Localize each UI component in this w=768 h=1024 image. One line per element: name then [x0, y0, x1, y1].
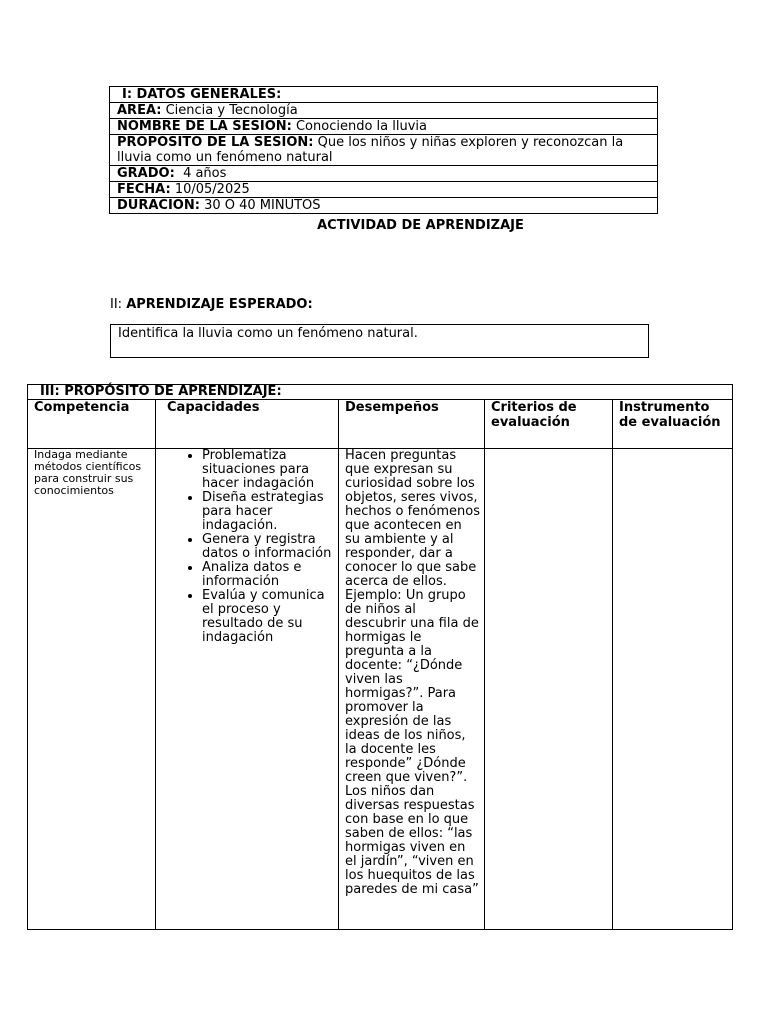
- capacidades-list: [156, 449, 338, 645]
- actividad-title: ACTIVIDAD DE APRENDIZAJE: [317, 218, 524, 233]
- competencia-cell: Indaga mediante métodos científicos para construir sus conocimientos: [28, 449, 156, 930]
- proposito-table: [27, 384, 733, 930]
- desempenos-cell: Hacen preguntas que expresan su curiosidad sobre los objetos, seres vivos, hechos o fenómenos que acontecen en su ambiente y al responder, dar a conocer lo que sabe acerca de ellos. Ejemplo: Un grupo de niños al descubrir una fila de hormigas le pregunta a la docente: “¿Dónde viven las hormigas?”. Para promover la expresión de las ideas de los niños, la docente les responde” ¿Dónde creen que viven?”. Los niños dan diversas respuestas con base en lo que saben de ellos: “las hormigas viven en el jardín”, “viven en los huequitos de las paredes de mi casa”: [339, 449, 485, 930]
- list-item: • Analiza datos e información: [202, 561, 334, 589]
- header-competencia: Competencia: [28, 400, 156, 449]
- criterios-cell: [485, 449, 613, 930]
- table-row: [110, 103, 658, 119]
- row-label: GRADO:: [117, 166, 175, 181]
- table-row: [28, 449, 733, 930]
- row-label: AREA:: [117, 103, 162, 118]
- capacidades-cell: [156, 449, 339, 930]
- table-row: [110, 87, 658, 103]
- section-prefix: II:: [110, 297, 123, 312]
- proposito-title: III: PROPÓSITO DE APRENDIZAJE:: [28, 385, 733, 400]
- list-item: • Genera y registra datos o información: [202, 533, 334, 561]
- row-label: NOMBRE DE LA SESION:: [117, 119, 292, 134]
- area-cell: [110, 103, 658, 119]
- proposito-sesion-cell: [110, 135, 658, 166]
- header-criterios: Criterios de evaluación: [485, 400, 613, 449]
- row-label: PROPOSITO DE LA SESION:: [117, 135, 314, 150]
- datos-generales-title: I: DATOS GENERALES:: [110, 87, 658, 103]
- row-value: Conociendo la lluvia: [295, 119, 427, 134]
- nombre-sesion-cell: [110, 119, 658, 135]
- row-value: Que los niños y niñas exploren y reconozcan la lluvia como un fenómeno natural: [117, 135, 624, 165]
- instrumento-cell: [613, 449, 733, 930]
- fecha-cell: [110, 182, 658, 198]
- row-label: DURACION:: [117, 198, 200, 213]
- table-row: [110, 182, 658, 198]
- list-item: • Evalúa y comunica el proceso y resultado de su indagación: [202, 589, 334, 645]
- row-label: FECHA:: [117, 182, 171, 197]
- aprendizaje-esperado-box: Identifica la lluvia como un fenómeno natural.: [110, 324, 649, 358]
- header-desempenos: Desempeños: [339, 400, 485, 449]
- row-value: 30 O 40 MINUTOS: [204, 198, 321, 213]
- table-row: [110, 166, 658, 182]
- list-item: • Problematiza situaciones para hacer indagación: [202, 449, 334, 491]
- table-row: [110, 119, 658, 135]
- section-heading: APRENDIZAJE ESPERADO:: [126, 297, 313, 312]
- header-capacidades: Capacidades: [156, 400, 339, 449]
- table-header-row: [28, 400, 733, 449]
- table-row: [28, 385, 733, 400]
- table-row: [110, 198, 658, 214]
- row-value: Ciencia y Tecnología: [165, 103, 298, 118]
- row-value: 10/05/2025: [174, 182, 250, 197]
- grado-cell: [110, 166, 658, 182]
- row-value: 4 años: [183, 166, 227, 181]
- datos-generales-table: [109, 86, 658, 214]
- duracion-cell: [110, 198, 658, 214]
- table-row: [110, 135, 658, 166]
- aprendizaje-esperado-heading: [110, 297, 313, 312]
- header-instrumento: Instrumento de evaluación: [613, 400, 733, 449]
- list-item: • Diseña estrategias para hacer indagación.: [202, 491, 334, 533]
